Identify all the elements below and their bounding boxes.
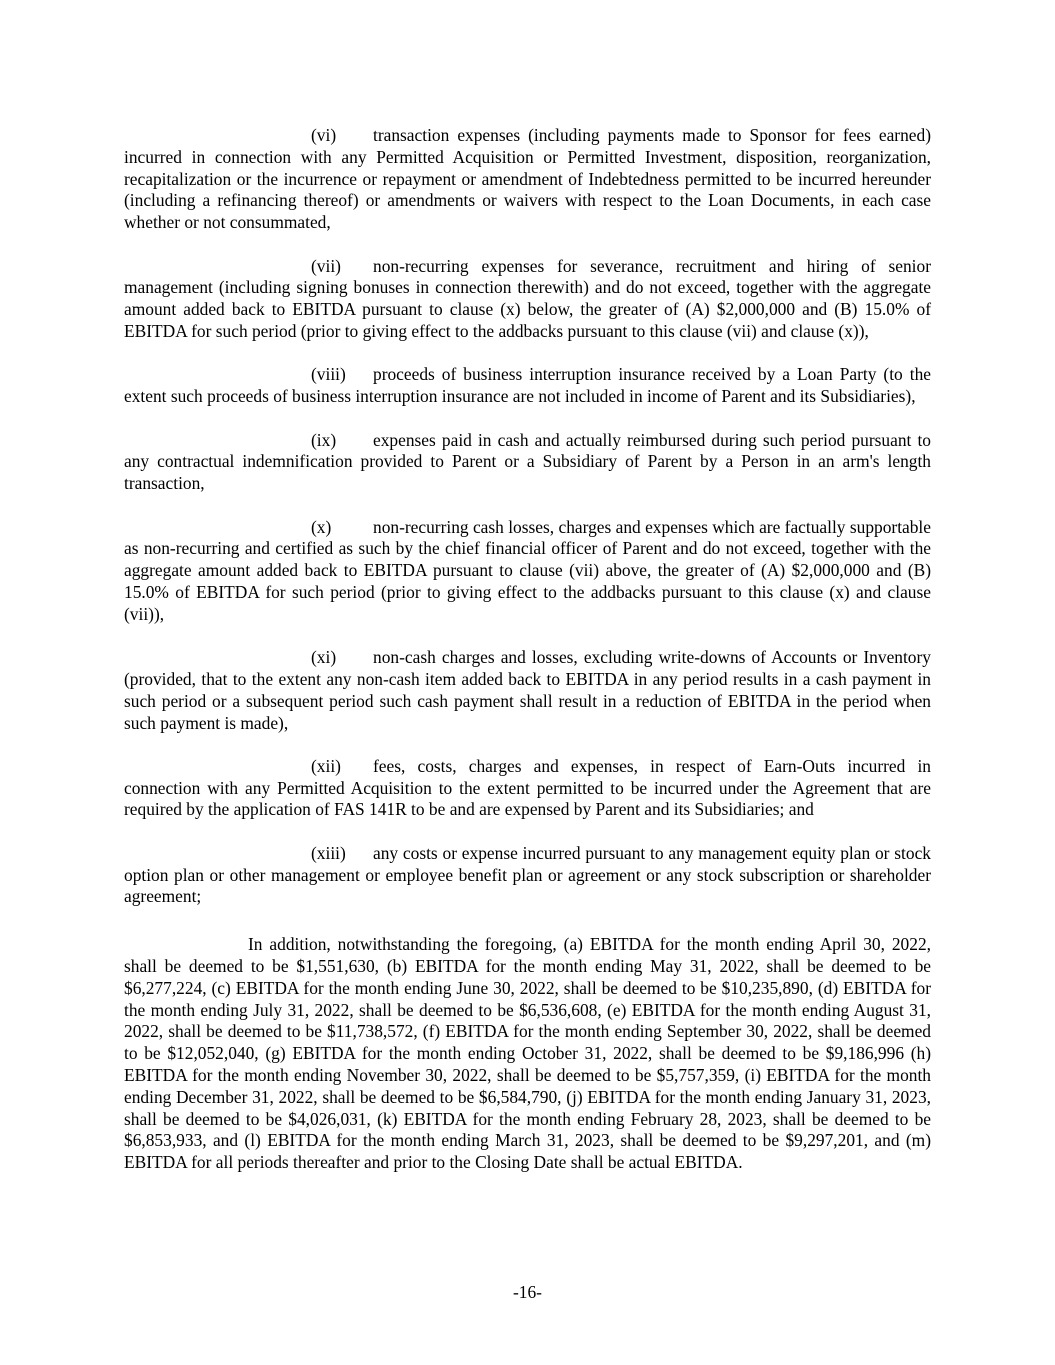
clause-text: non-recurring cash losses, charges and expenses which are factually supportable as non-recurring and certified as such by the chief financial officer of Parent and do not exceed, together with the aggregate amount added back to EBITDA pursuant to clause (vii) above, the greater of (A) $2,000,000 and (B) 15.0% of EBITDA for such period (prior to giving effect to the addbacks pursuant to this clause (x) and clause (vii)), [124, 516, 931, 624]
clause-xii [124, 756, 931, 821]
clause-number: (viii) [311, 364, 346, 385]
clause-x [124, 517, 931, 626]
clause-text: transaction expenses (including payments made to Sponsor for fees earned) incurred in connection with any Permitted Acquisition or Permitted Investment, disposition, reorganization, recapitalization or the incurrence or repayment or amendment of Indebtedness permitted to be incurred hereunder (including a refinancing thereof) or amendments or waivers with respect to the Loan Documents, in each case whether or not consummated, [124, 125, 931, 233]
clause-vii [124, 256, 931, 343]
clause-number: (ix) [311, 429, 337, 450]
clause-text: non-recurring expenses for severance, recruitment and hiring of senior management (including signing bonuses in connection therewith) and do not exceed, together with the aggregate amount added back to EBITDA pursuant to clause (x) below, the greater of (A) $2,000,000 and (B) 15.0% of EBITDA for such period (prior to giving effect to the addbacks pursuant to this clause (vii) and clause (x)), [124, 255, 931, 341]
clause-number: (xi) [311, 647, 337, 668]
clause-number: (xii) [311, 755, 341, 776]
addition-paragraph: In addition, notwithstanding the foregoing, (a) EBITDA for the month ending April 30, 2022, shall be deemed to be $1,551,630, (b) EBITDA for the month ending May 31, 2022, shall be deemed to be $6,277,224, (c) EBITDA for the month ending June 30, 2022, shall be deemed to be $10,235,890, (d) EBITDA for the month ending July 31, 2022, shall be deemed to be $6,536,608, (e) EBITDA for the month ending August 31, 2022, shall be deemed to be $11,738,572, (f) EBITDA for the month ending September 30, 2022, shall be deemed to be $12,052,040, (g) EBITDA for the month ending October 31, 2022, shall be deemed to be $9,186,996 (h) EBITDA for the month ending November 30, 2022, shall be deemed to be $5,757,359, (i) EBITDA for the month ending December 31, 2022, shall be deemed to be $6,584,790, (j) EBITDA for the month ending January 31, 2023, shall be deemed to be $4,026,031, (k) EBITDA for the month ending February 28, 2023, shall be deemed to be $6,853,933, and (l) EBITDA for the month ending March 31, 2023, shall be deemed to be $9,297,201, and (m) EBITDA for all periods thereafter and prior to the Closing Date shall be actual EBITDA. [124, 934, 931, 1173]
clause-vi [124, 125, 931, 234]
clause-ix [124, 430, 931, 495]
clause-text: proceeds of business interruption insurance received by a Loan Party (to the extent such proceeds of business interruption insurance are not included in income of Parent and its Subsidiaries), [124, 364, 931, 407]
clause-text: fees, costs, charges and expenses, in respect of Earn-Outs incurred in connection with any Permitted Acquisition to the extent permitted to be incurred under the Agreement that are required by the application of FAS 141R to be and are expensed by Parent and its Subsidiaries; and [124, 755, 931, 820]
document-page [124, 125, 931, 1196]
clause-text: any costs or expense incurred pursuant to any management equity plan or stock option plan or other management or employee benefit plan or agreement or any stock subscription or shareholder agreement; [124, 842, 931, 907]
clause-text: non-cash charges and losses, excluding write-downs of Accounts or Inventory (provided, that to the extent any non-cash item added back to EBITDA in any period results in a cash payment in such period or a subsequent period such cash payment shall result in a reduction of EBITDA in the period when such payment is made), [124, 647, 931, 733]
clause-number: (xiii) [311, 842, 346, 863]
clause-viii [124, 364, 931, 408]
page-number: -16- [513, 1282, 542, 1302]
clause-number: (vi) [311, 125, 337, 145]
clause-xiii [124, 843, 931, 908]
clause-number: (vii) [311, 255, 341, 276]
clause-xi [124, 647, 931, 734]
clause-number: (x) [311, 516, 332, 537]
clause-text: expenses paid in cash and actually reimbursed during such period pursuant to any contractual indemnification provided to Parent or a Subsidiary of Parent by a Person in an arm's length transaction, [124, 429, 931, 494]
